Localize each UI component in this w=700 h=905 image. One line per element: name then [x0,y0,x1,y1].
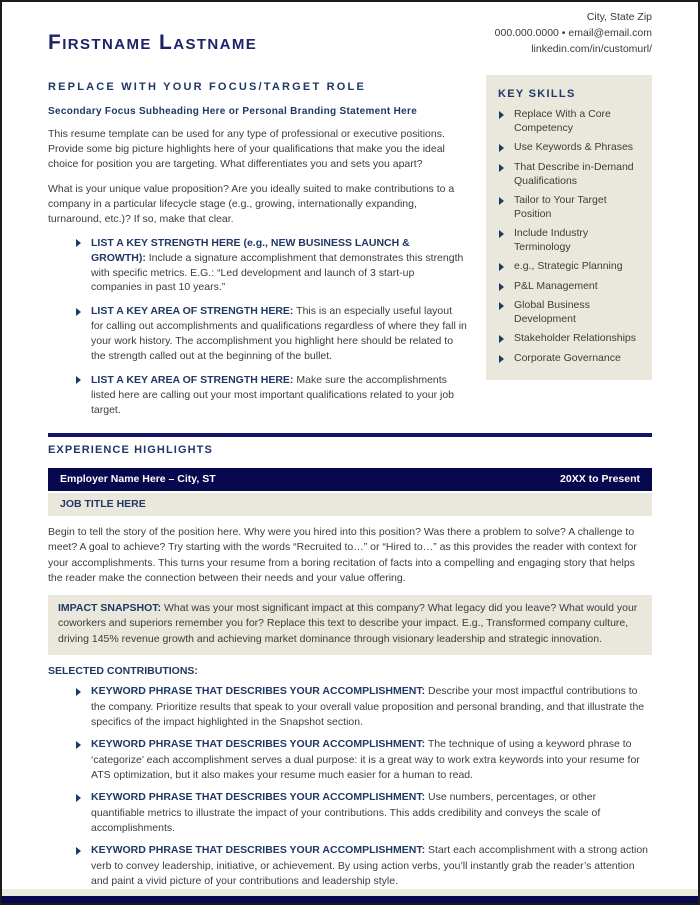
key-skill-item [496,141,642,155]
triangle-bullet-icon [499,335,504,343]
strength-bullet-list [48,236,467,418]
key-skill-item [496,194,642,222]
triangle-bullet-icon [76,239,81,247]
section-divider [48,433,652,437]
triangle-bullet-icon [76,794,81,802]
employer-bar [48,468,652,491]
strength-bullet [48,236,467,296]
person-name: Firstname Lastname [48,31,258,55]
key-skill-label: Include Industry Terminology [514,227,589,254]
key-skill-label: Replace With a Core Competency [514,108,611,135]
bullet-lead: LIST A KEY STRENGTH HERE (e.g., NEW BUSINESS LAUNCH & GROWTH): [91,236,410,264]
impact-snapshot-label: IMPACT SNAPSHOT: [58,601,162,614]
bullet-text-block [91,684,652,730]
strength-bullet [48,373,467,418]
focus-subheading: Secondary Focus Subheading Here or Personal Branding Statement Here [48,106,418,118]
bullet-text: Describe your most impactful contributions to the company. Prioritize results that speak to your overall value proposition and personal branding, and that illustrate the specifics of the impact highlighted in the Snapshot section. [91,685,645,729]
bullet-text: Include a signature accomplishment that demonstrates this strength with specific metrics. E.G.: “Led development and launch of 3 start-up companies in past 10 years.” [91,251,464,294]
employment-dates: 20XX to Present [560,472,640,485]
triangle-bullet-icon [76,688,81,696]
footer [2,889,698,905]
triangle-bullet-icon [499,197,504,205]
selected-contributions-heading: SELECTED CONTRIBUTIONS: [48,665,198,678]
bullet-text: The technique of using a keyword phrase to ‘categorize’ each accomplishment serves a dual purpose: it is a great way to work extra keywords into your resume for ATS optimization, but it also makes your resume much easier for a human to read. [91,738,640,782]
bullet-lead: LIST A KEY AREA OF STRENGTH HERE: [91,305,294,318]
contribution-bullet-list [48,684,652,889]
key-skill-item [496,332,642,346]
key-skill-item [496,161,642,189]
experience-section [48,418,652,890]
key-skill-item [496,260,642,274]
strength-bullet [48,304,467,364]
bottom-accent-band [2,896,698,905]
key-skill-label: Stakeholder Relationships [514,332,636,345]
key-skill-label: P&L Management [514,279,598,292]
bullet-text-block [91,843,652,889]
contact-phone-email: 000.000.0000 • email@email.com [494,26,652,39]
key-skill-label: Tailor to Your Target Position [514,194,607,220]
contact-info [495,10,652,57]
key-skills-title: KEY SKILLS [498,88,576,101]
triangle-bullet-icon [499,355,504,363]
contribution-bullet [48,684,652,730]
triangle-bullet-icon [76,376,81,384]
key-skill-item [496,227,642,255]
position-summary: Begin to tell the story of the position here. Why were you hired into this position? Was there a problem to solve? A challenge to meet? A goal to achieve? Try starting with the words “Recruited to…” or “Hired to…” as this provides the reader with context for your accomplishments. This turns your resume from a boring recitation of facts into a compelling and engaging story that helps the reader make the connection between their needs and your value offering. [48,525,637,585]
bullet-text-block [91,304,467,364]
bullet-lead: LIST A KEY AREA OF STRENGTH HERE: [91,373,294,386]
key-skill-label: Corporate Governance [514,351,621,364]
job-title-bar [48,493,652,516]
key-skill-label: That Describe in-Demand Qualifications [514,160,634,187]
key-skill-item [496,352,642,366]
triangle-bullet-icon [76,741,81,749]
impact-snapshot-box [48,595,652,656]
bullet-text: This is an especially useful layout for calling out accomplishments and qualifications regardless of where they fall in your work history. The accomplishment you highlight here should be related to the strength called out at the beginning of the bullet. [91,305,467,363]
triangle-bullet-icon [499,302,504,310]
focus-paragraph-2: What is your unique value proposition? Are you ideally suited to make contributions to a company in a particular lifecycle stage (e.g., growing, internationally expanding, turnaround, etc.)? If so, make that clear. [48,182,455,225]
key-skill-item [496,108,642,136]
bullet-text-block [91,790,652,836]
focus-paragraph-1: This resume template can be used for any type of professional or executive positions. Provide some big picture highlights here of your qualifications that make you the ideal choice for position you are targeting. What differentiates you and sets you apart? [48,128,445,171]
triangle-bullet-icon [499,283,504,291]
contribution-bullet [48,790,652,836]
key-skill-item [496,299,642,327]
bullet-text: Start each accomplishment with a strong action verb to convey leadership, initiative, or achievement. By using action verbs, you’ll instantly grab the reader’s attention and paint a vivid picture of your contributions and leadership style. [91,844,649,887]
bullet-text-block [91,373,467,418]
summary-row [48,75,652,417]
triangle-bullet-icon [499,111,504,119]
bullet-text: Make sure the accomplishments listed here are calling out your most important qualifications related to your job target. [91,373,455,416]
header [2,2,698,57]
contribution-bullet [48,843,652,889]
triangle-bullet-icon [76,847,81,855]
job-title: JOB TITLE HERE [60,497,146,510]
key-skills-panel [486,75,652,379]
key-skill-label: Global Business Development [514,299,590,326]
bullet-lead: KEYWORD PHRASE THAT DESCRIBES YOUR ACCOMPLISHMENT: [91,844,426,857]
bullet-lead: KEYWORD PHRASE THAT DESCRIBES YOUR ACCOMPLISHMENT: [91,685,426,698]
bullet-lead: KEYWORD PHRASE THAT DESCRIBES YOUR ACCOMPLISHMENT: [91,791,426,804]
main-column [48,75,467,417]
experience-heading: EXPERIENCE HIGHLIGHTS [48,443,213,456]
triangle-bullet-icon [499,144,504,152]
key-skill-item [496,280,642,294]
bullet-lead: KEYWORD PHRASE THAT DESCRIBES YOUR ACCOMPLISHMENT: [91,738,426,751]
bullet-text-block [91,236,467,296]
bottom-accent-strip [2,889,698,896]
triangle-bullet-icon [499,164,504,172]
triangle-bullet-icon [499,263,504,271]
bullet-text-block [91,737,652,783]
triangle-bullet-icon [76,308,81,316]
key-skill-label: Use Keywords & Phrases [514,141,634,154]
key-skill-label: e.g., Strategic Planning [514,260,623,273]
contact-location: City, State Zip [586,11,652,23]
contact-linkedin: linkedin.com/in/customurl/ [531,42,652,55]
bullet-text: Use numbers, percentages, or other quantifiable metrics to illustrate the impact of your contributions. This adds credibility and conveys the scale of accomplishments. [91,791,601,834]
triangle-bullet-icon [499,230,504,238]
contribution-bullet [48,737,652,783]
impact-snapshot-text: What was your most significant impact at this company? What legacy did you leave? What would your coworkers and superiors remember you for? Replace this text to describe your impact. E.g., Transformed company culture, driving 145% revenue growth and achieving market dominance through visionary leadership and strategic innovation. [58,601,638,645]
focus-role-heading: REPLACE WITH YOUR FOCUS/TARGET ROLE [48,81,366,94]
employer-name: Employer Name Here – City, ST [60,472,216,485]
